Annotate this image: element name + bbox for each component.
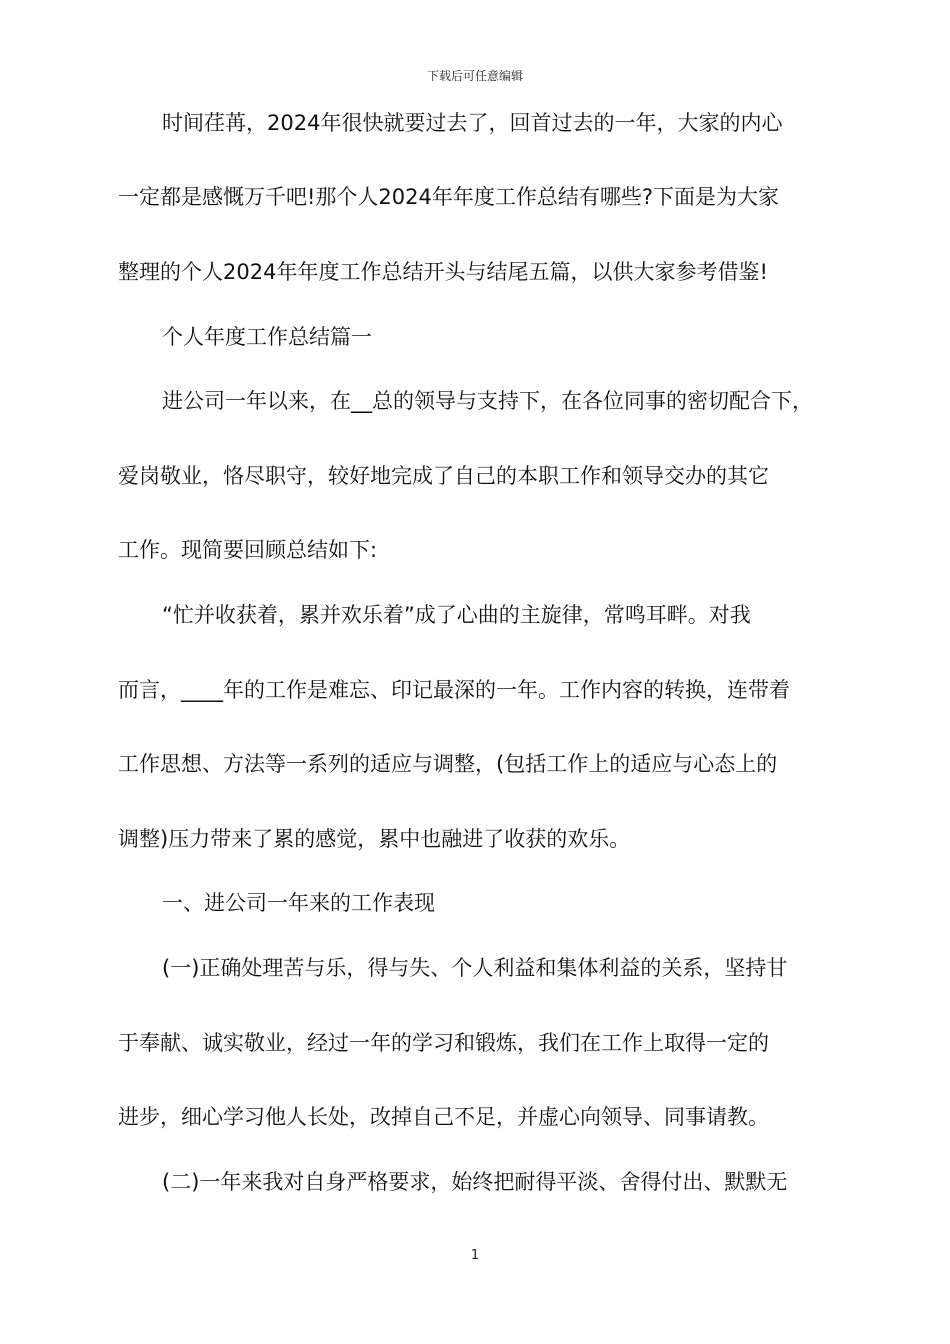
paragraph-line: 于奉献、诚实敬业，经过一年的学习和锻炼，我们在工作上取得一定的	[118, 1031, 769, 1055]
paragraph-line: 工作思想、方法等一系列的适应与调整，(包括工作上的适应与心态上的	[118, 752, 778, 776]
section-heading: 一、进公司一年来的工作表现	[162, 891, 435, 915]
paragraph-line: 时间荏苒，2024年很快就要过去了，回首过去的一年，大家的内心	[162, 111, 783, 135]
paragraph-line: 整理的个人2024年年度工作总结开头与结尾五篇，以供大家参考借鉴!	[118, 260, 768, 284]
paragraph-line: 进公司一年以来，在__总的领导与支持下，在各位同事的密切配合下，	[162, 389, 813, 413]
paragraph-line: 一定都是感慨万千吧!那个人2024年年度工作总结有哪些?下面是为大家	[118, 185, 780, 209]
paragraph-line: “忙并收获着，累并欢乐着”成了心曲的主旋律，常鸣耳畔。对我	[162, 603, 751, 627]
paragraph-line: 调整)压力带来了累的感觉，累中也融进了收获的欢乐。	[118, 827, 631, 851]
paragraph-line: 爱岗敬业，恪尽职守，较好地完成了自己的本职工作和领导交办的其它	[118, 464, 769, 488]
page-number: 1	[470, 1248, 480, 1263]
paragraph-line: 工作。现简要回顾总结如下:	[118, 538, 378, 562]
paragraph-line: (二)一年来我对自身严格要求，始终把耐得平淡、舍得付出、默默无	[162, 1170, 788, 1194]
paragraph-line: 而言，____年的工作是难忘、印记最深的一年。工作内容的转换，连带着	[118, 678, 790, 702]
section-heading: 个人年度工作总结篇一	[162, 325, 372, 349]
paragraph-line: 进步，细心学习他人长处，改掉自己不足，并虚心向领导、同事请教。	[118, 1105, 769, 1129]
page-header: 下载后可任意编辑	[426, 69, 523, 83]
paragraph-line: (一)正确处理苦与乐，得与失、个人利益和集体利益的关系，坚持甘	[162, 956, 788, 980]
